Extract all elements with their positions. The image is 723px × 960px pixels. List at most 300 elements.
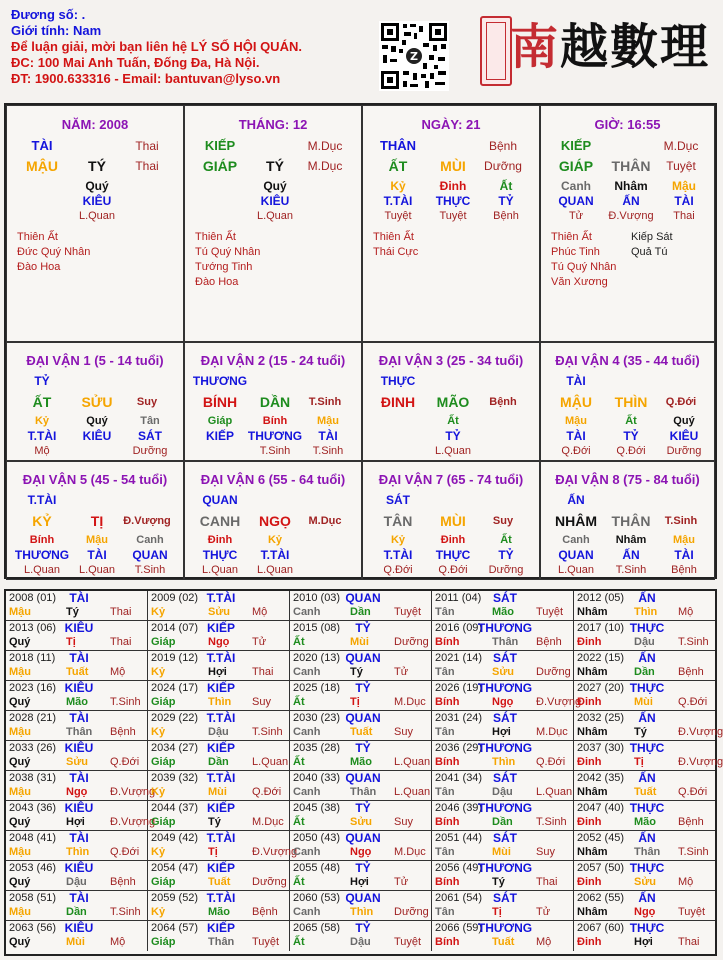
hidden-stem: Nhâm <box>614 179 648 193</box>
year-branch: Sửu <box>66 756 89 768</box>
hidden-god: TÀI <box>674 548 694 562</box>
hidden-god: QUAN <box>132 548 168 562</box>
hidden-god: SÁT <box>138 429 162 443</box>
pillar-god: KIẾP <box>204 138 236 153</box>
year-god: ẤN <box>638 651 656 665</box>
year-state: Mộ <box>252 606 268 618</box>
year-stem: Kỷ <box>151 846 166 858</box>
year-branch: Tý <box>350 666 363 678</box>
year-stem: Quý <box>9 696 31 708</box>
year-stem: Đinh <box>577 756 602 768</box>
year-branch: Hợi <box>350 876 369 888</box>
year-branch: Tị <box>350 696 360 708</box>
hidden-state: Tuyệt <box>384 210 412 222</box>
year-god: KIÊU <box>64 681 94 695</box>
hidden-stem: Ất <box>499 179 513 193</box>
year-branch: Ngọ <box>350 846 372 858</box>
hidden-stem: Mậu <box>672 179 696 193</box>
year-branch: Dần <box>350 606 371 618</box>
hidden-stem: Ất <box>500 534 512 546</box>
year-cell <box>432 681 582 711</box>
luck-cell-3 <box>362 342 540 461</box>
year-label: 2052 (45) <box>577 832 625 844</box>
year-state: Q.Đới <box>110 756 140 768</box>
year-god: THỰC <box>629 861 665 875</box>
hidden-stem: Kỷ <box>34 415 50 427</box>
year-stem: Mậu <box>9 846 31 858</box>
year-god: THƯƠNG <box>477 621 533 635</box>
year-god: T.TÀI <box>206 891 236 905</box>
year-branch: Thìn <box>350 906 374 918</box>
year-label: 2062 (55) <box>577 892 625 904</box>
year-label: 2021 (14) <box>435 652 483 664</box>
year-cell <box>290 891 432 921</box>
year-cell <box>290 591 432 621</box>
luck-cell-6 <box>184 461 362 580</box>
hidden-god: TÀI <box>674 194 694 208</box>
luck-branch: THÌN <box>614 394 648 410</box>
year-state: Đ.Vượng <box>110 786 156 798</box>
year-god: SÁT <box>493 771 517 785</box>
star-label: Thái Cực <box>373 246 419 258</box>
year-branch: Tý <box>66 606 79 618</box>
star-label: Tú Quý Nhân <box>195 246 261 258</box>
luck-branch: SỬU <box>81 394 113 410</box>
year-god: TỶ <box>355 741 371 755</box>
year-stem: Đinh <box>577 936 602 948</box>
year-branch: Thìn <box>634 606 658 618</box>
year-label: 2038 (31) <box>9 772 57 784</box>
svg-text:Z: Z <box>410 50 418 63</box>
year-god: SÁT <box>493 711 517 725</box>
hidden-stem: Canh <box>561 179 591 193</box>
year-stem: Kỷ <box>151 726 166 738</box>
pillar-branch: TÝ <box>88 158 106 174</box>
year-branch: Tị <box>492 906 502 918</box>
year-god: T.TÀI <box>206 711 236 725</box>
luck-stem: ẤT <box>32 394 52 410</box>
year-label: 2014 (07) <box>151 622 199 634</box>
year-branch: Thân <box>350 786 377 798</box>
year-branch: Thân <box>208 936 235 948</box>
luck-state: Đ.Vượng <box>123 515 171 527</box>
year-branch: Thân <box>634 846 661 858</box>
year-cell <box>574 801 715 831</box>
star-label: Văn Xương <box>551 276 608 288</box>
year-state: Đ.Vượng <box>678 756 723 768</box>
year-god: KIÊU <box>64 741 94 755</box>
year-label: 2019 (12) <box>151 652 199 664</box>
year-cell <box>432 621 574 651</box>
year-label: 2054 (47) <box>151 862 199 874</box>
hidden-god: ẤN <box>622 194 640 208</box>
year-state: L.Quan <box>536 786 573 798</box>
year-cell <box>148 921 290 951</box>
year-cell <box>6 741 148 771</box>
year-state: L.Quan <box>252 756 289 768</box>
hidden-stem: Quý <box>85 179 109 193</box>
luck-stem: KỶ <box>32 513 52 529</box>
year-branch: Mùi <box>350 636 369 648</box>
hidden-state: L.Quan <box>557 564 595 576</box>
year-stem: Giáp <box>151 636 176 648</box>
year-label: 2022 (15) <box>577 652 625 664</box>
year-cell <box>290 621 432 651</box>
year-branch: Thân <box>492 636 519 648</box>
year-cell <box>6 621 148 651</box>
hidden-state: T.Sinh <box>259 445 291 457</box>
year-god: QUAN <box>345 831 381 845</box>
year-label: 2018 (11) <box>9 652 56 664</box>
hidden-state: L.Quan <box>201 564 239 576</box>
star-label: Kiếp Sát <box>631 231 673 243</box>
hidden-god: THƯƠNG <box>247 429 303 443</box>
year-stem: Tân <box>435 606 455 618</box>
year-label: 2051 (44) <box>435 832 483 844</box>
year-cell <box>148 891 290 921</box>
year-stem: Tân <box>435 786 455 798</box>
hidden-stem: Đinh <box>440 534 466 546</box>
hidden-god: QUAN <box>558 548 594 562</box>
year-label: 2047 (40) <box>577 802 625 814</box>
year-state: Dưỡng <box>394 636 429 648</box>
hidden-stem: Mậu <box>673 534 695 546</box>
year-cell <box>6 591 148 621</box>
year-state: Bệnh <box>110 876 136 888</box>
luck-cell-2 <box>184 342 362 461</box>
year-stem: Canh <box>293 846 321 858</box>
year-branch: Tý <box>492 876 505 888</box>
year-god: THỰC <box>629 801 665 815</box>
luck-cell-5 <box>6 461 184 580</box>
star-label: Phúc Tinh <box>551 246 600 258</box>
year-branch: Hợi <box>492 726 511 738</box>
year-cell <box>148 861 290 891</box>
year-branch: Tuất <box>350 726 373 738</box>
year-state: Tuyệt <box>678 906 706 918</box>
hidden-god: THỰC <box>202 548 238 562</box>
hidden-stem: Mậu <box>565 415 587 427</box>
year-state: Suy <box>394 816 413 828</box>
year-label: 2035 (28) <box>293 742 341 754</box>
luck-branch: NGỌ <box>259 513 291 529</box>
year-cell <box>148 831 298 861</box>
year-god: THỰC <box>629 681 665 695</box>
year-state: Tuyệt <box>394 936 422 948</box>
pillar-stem: GIÁP <box>558 158 594 174</box>
year-cell <box>290 711 432 741</box>
year-stem: Ất <box>293 756 305 768</box>
luck-god: TỶ <box>34 374 50 388</box>
year-branch: Tuất <box>634 786 657 798</box>
year-stem: Đinh <box>577 636 602 648</box>
luck-state: Bệnh <box>489 396 517 408</box>
contact-invite-line: Để luận giải, mời bạn liên hệ LÝ SỐ HỘI QUÁN. <box>11 39 302 54</box>
year-state: Suy <box>536 846 555 858</box>
year-god: SÁT <box>493 591 517 605</box>
year-state: Thai <box>678 936 700 948</box>
year-cell <box>574 621 715 651</box>
year-state: M.Dục <box>536 726 568 738</box>
year-label: 2058 (51) <box>9 892 57 904</box>
year-stem: Quý <box>9 816 31 828</box>
year-label: 2020 (13) <box>293 652 341 664</box>
hidden-state: T.Sinh <box>312 445 344 457</box>
pillar-god: KIẾP <box>560 138 592 153</box>
year-stem: Ất <box>293 876 305 888</box>
hidden-god: THỰC <box>435 194 471 208</box>
year-label: 2065 (58) <box>293 922 341 934</box>
year-stem: Canh <box>293 666 321 678</box>
year-cell <box>432 801 574 831</box>
hidden-state: Tuyệt <box>439 210 467 222</box>
year-branch: Mão <box>350 756 372 768</box>
luck-title: ĐẠI VẬN 3 (25 - 34 tuổi) <box>378 353 524 368</box>
year-state: Tử <box>394 876 409 888</box>
year-label: 2025 (18) <box>293 682 341 694</box>
hidden-god: T.TÀI <box>27 429 57 443</box>
luck-title: ĐẠI VẬN 5 (45 - 54 tuổi) <box>22 472 168 487</box>
year-stem: Mậu <box>9 786 31 798</box>
year-god: TÀI <box>69 591 89 605</box>
hidden-stem: Quý <box>673 415 695 427</box>
year-label: 2066 (59) <box>435 922 483 934</box>
hidden-god: QUAN <box>558 194 594 208</box>
hidden-state: L.Quan <box>78 564 116 576</box>
year-cell <box>6 891 148 921</box>
year-god: THƯƠNG <box>477 921 533 935</box>
pillar-state-bot: Tuyệt <box>666 159 696 173</box>
hidden-state: L.Quan <box>256 210 294 222</box>
hidden-state: Mộ <box>34 445 50 457</box>
hidden-god: TÀI <box>87 548 107 562</box>
year-state: Thai <box>110 606 132 618</box>
year-branch: Dậu <box>66 876 87 888</box>
year-state: Tuyệt <box>394 606 422 618</box>
year-label: 2056 (49) <box>435 862 483 874</box>
hidden-stem: Nhâm <box>615 534 647 546</box>
year-branch: Ngọ <box>208 636 230 648</box>
year-state: Dưỡng <box>536 666 571 678</box>
hidden-stem: Quý <box>86 415 108 427</box>
year-state: T.Sinh <box>252 726 283 738</box>
year-state: Mộ <box>110 936 126 948</box>
year-cell <box>432 891 574 921</box>
hidden-stem: Giáp <box>207 415 233 427</box>
year-cell <box>574 651 715 681</box>
year-stem: Bính <box>435 756 460 768</box>
year-stem: Quý <box>9 636 31 648</box>
luck-state: Suy <box>136 396 158 408</box>
year-stem: Quý <box>9 936 31 948</box>
year-label: 2060 (53) <box>293 892 341 904</box>
phone-email-line: ĐT: 1900.633316 - Email: bantuvan@lyso.vn <box>11 71 281 86</box>
year-branch: Dần <box>66 906 87 918</box>
year-god: TÀI <box>69 771 89 785</box>
hidden-stem: Canh <box>136 534 164 546</box>
year-god: KIẾP <box>206 921 236 935</box>
year-label: 2067 (60) <box>577 922 625 934</box>
year-stem: Kỷ <box>151 666 166 678</box>
year-god: KIẾP <box>206 681 236 695</box>
year-cell <box>432 831 574 861</box>
luck-god: ẤN <box>567 493 585 507</box>
year-god: THỰC <box>629 621 665 635</box>
year-state: L.Quan <box>394 756 431 768</box>
year-state: T.Sinh <box>110 906 141 918</box>
hidden-god: KIẾP <box>205 429 235 443</box>
year-stem: Canh <box>293 906 321 918</box>
hidden-stem: Mậu <box>317 415 339 427</box>
chart-main-table <box>4 103 717 579</box>
year-cell <box>290 651 432 681</box>
pillar-state-bot: Thai <box>135 159 159 173</box>
red-seal-stamp <box>480 16 512 86</box>
year-state: T.Sinh <box>678 636 709 648</box>
luck-god: THƯƠNG <box>192 374 248 388</box>
hidden-god: TÀI <box>566 429 586 443</box>
luck-branch: MÃO <box>436 394 470 410</box>
hidden-god: TỶ <box>623 429 639 443</box>
year-label: 2041 (34) <box>435 772 483 784</box>
year-cell <box>148 681 290 711</box>
year-stem: Đinh <box>577 816 602 828</box>
year-state: Đ.Vượng <box>536 696 582 708</box>
year-branch: Tuất <box>208 876 231 888</box>
year-god: SÁT <box>493 831 517 845</box>
year-cell <box>6 711 148 741</box>
hidden-state: Thai <box>673 210 695 222</box>
year-cell <box>432 861 574 891</box>
year-god: TÀI <box>69 651 89 665</box>
year-stem: Mậu <box>9 726 31 738</box>
luck-stem: ĐINH <box>380 394 416 410</box>
year-cell <box>290 681 432 711</box>
year-label: 2046 (39) <box>435 802 483 814</box>
star-label: Quả Tú <box>631 246 668 258</box>
year-cell <box>574 831 715 861</box>
year-stem: Bính <box>435 816 460 828</box>
luck-branch: TỊ <box>90 513 104 529</box>
year-stem: Ất <box>293 636 305 648</box>
year-label: 2064 (57) <box>151 922 199 934</box>
year-state: T.Sinh <box>110 696 141 708</box>
year-cell <box>6 921 148 951</box>
year-cell <box>148 711 290 741</box>
address-line: ĐC: 100 Mai Anh Tuấn, Đống Đa, Hà Nội. <box>11 55 260 70</box>
year-state: T.Sinh <box>678 846 709 858</box>
year-branch: Tý <box>634 726 647 738</box>
year-stem: Giáp <box>151 756 176 768</box>
hidden-stem: Canh <box>562 534 590 546</box>
year-label: 2027 (20) <box>577 682 625 694</box>
luck-god: T.TÀI <box>27 493 57 507</box>
year-god: ẤN <box>638 831 656 845</box>
hidden-state: T.Sinh <box>134 564 166 576</box>
year-label: 2030 (23) <box>293 712 341 724</box>
year-cell <box>6 681 148 711</box>
year-state: Đ.Vượng <box>252 846 298 858</box>
year-god: QUAN <box>345 711 381 725</box>
year-state: Dưỡng <box>394 906 429 918</box>
hidden-state: L.Quan <box>23 564 61 576</box>
pillar-state-bot: Dưỡng <box>484 159 522 173</box>
pillar-cell-2 <box>362 105 540 342</box>
hidden-god: ẤN <box>622 548 640 562</box>
year-stem: Nhâm <box>577 846 608 858</box>
year-god: ẤN <box>638 891 656 905</box>
year-god: THỰC <box>629 921 665 935</box>
hidden-state: Q.Đới <box>438 564 468 576</box>
year-god: QUAN <box>345 591 381 605</box>
year-god: TÀI <box>69 891 89 905</box>
hidden-stem: Ất <box>447 415 459 427</box>
hidden-stem: Bính <box>262 415 288 427</box>
hidden-state: T.Sinh <box>615 564 647 576</box>
year-stem: Giáp <box>151 876 176 888</box>
luck-god: TÀI <box>566 374 586 388</box>
year-cell <box>574 891 715 921</box>
year-branch: Mão <box>66 696 88 708</box>
year-cell <box>432 771 574 801</box>
year-state: Bệnh <box>252 906 278 918</box>
luck-state: T.Sinh <box>308 396 342 408</box>
luck-title: ĐẠI VẬN 6 (55 - 64 tuổi) <box>200 472 346 487</box>
year-stem: Ất <box>293 936 305 948</box>
year-stem: Nhâm <box>577 606 608 618</box>
year-god: THƯƠNG <box>477 681 533 695</box>
year-cell <box>148 801 290 831</box>
hidden-stem: Kỷ <box>390 179 406 193</box>
luck-stem: CANH <box>199 513 241 529</box>
year-state: Thai <box>110 636 132 648</box>
luck-cell-1 <box>6 342 184 461</box>
year-cell <box>574 921 715 951</box>
year-stem: Bính <box>435 636 460 648</box>
pillar-branch: MÙI <box>440 158 466 174</box>
year-god: KIẾP <box>206 621 236 635</box>
year-god: TỶ <box>355 621 371 635</box>
year-stem: Kỷ <box>151 606 166 618</box>
luck-stem: NHÂM <box>555 513 597 529</box>
year-state: Đ.Vượng <box>678 726 723 738</box>
year-stem: Nhâm <box>577 666 608 678</box>
year-branch: Thìn <box>492 756 516 768</box>
luck-stem: MẬU <box>560 394 592 410</box>
year-label: 2059 (52) <box>151 892 199 904</box>
year-cell <box>148 591 290 621</box>
year-stem: Đinh <box>577 696 602 708</box>
pillar-stem: MẬU <box>26 158 58 174</box>
luck-title: ĐẠI VẬN 7 (65 - 74 tuổi) <box>378 472 524 487</box>
year-cell <box>6 861 148 891</box>
luck-cell-7 <box>362 461 540 580</box>
year-state: Tuyệt <box>536 606 564 618</box>
owner-name-line: Đương số: . <box>11 7 86 22</box>
year-label: 2039 (32) <box>151 772 199 784</box>
star-label: Tú Quý Nhân <box>551 261 617 273</box>
year-cell <box>574 771 715 801</box>
year-god: ẤN <box>638 771 656 785</box>
year-god: ẤN <box>638 591 656 605</box>
luck-branch: DẦN <box>259 394 291 410</box>
year-label: 2048 (41) <box>9 832 57 844</box>
pillar-stem: ẤT <box>388 158 408 174</box>
year-cell <box>148 651 290 681</box>
hidden-stem: Quý <box>263 179 287 193</box>
year-god: T.TÀI <box>206 591 236 605</box>
year-branch: Thân <box>66 726 93 738</box>
